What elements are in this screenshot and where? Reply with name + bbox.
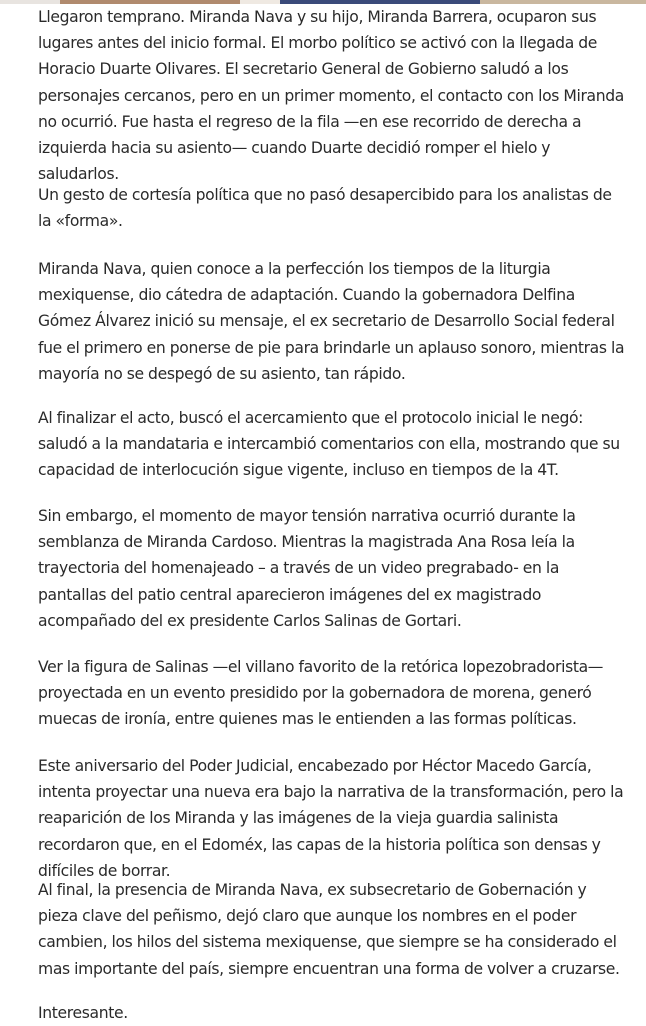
article-closing: Interesante. [38,1004,128,1022]
article-paragraph: Este aniversario del Poder Judicial, encabezado por Héctor Macedo García, intenta proyectar una nueva era bajo la narrativa de la transformación, pero la reaparición de los Miranda y las imágenes de la vieja guardia salinista recordaron que, en el Edoméx, las capas de la historia política son densas y difíciles de borrar. [38,757,624,880]
article-paragraph: Al final, la presencia de Miranda Nava, ex subsecretario de Gobernación y pieza clave del peñismo, dejó claro que aunque los nombres en el poder cambien, los hilos del sistema mexiquense, que siempre se ha considerado el mas importante del país, siempre encuentran una forma de volver a cruzarse. [38,881,620,978]
article-paragraph: Llegaron temprano. Miranda Nava y su hijo, Miranda Barrera, ocuparon sus lugares antes del inicio formal. El morbo político se activó con la llegada de Horacio Duarte Olivares. El secretario General de Gobierno saludó a los personajes cercanos, pero en un primer momento, el contacto con los Miranda no ocurrió. Fue hasta el regreso de la fila —en ese recorrido de derecha a izquierda hacia su asiento— cuando Duarte decidió romper el hielo y saludarlos. [38,8,625,184]
article-paragraph: Ver la figura de Salinas —el villano favorito de la retórica lopezobradorista— proyectada en un evento presidido por la gobernadora de morena, generó muecas de ironía, entre quienes mas le entienden a las formas políticas. [38,658,604,729]
article-paragraph: Un gesto de cortesía política que no pasó desapercibido para los analistas de la «forma». [38,186,612,231]
article-paragraph: Al finalizar el acto, buscó el acercamiento que el protocolo inicial le negó: saludó a la mandataria e intercambió comentarios con ella, mostrando que su capacidad de interlocución sigue vigente, incluso en tiempos de la 4T. [38,409,620,480]
article-paragraph: Sin embargo, el momento de mayor tensión narrativa ocurrió durante la semblanza de Miranda Cardoso. Mientras la magistrada Ana Rosa leía la trayectoria del homenajeado – a través de un video pregrabado- en la pantallas del patio central aparecieron imágenes del ex magistrado acompañado del ex presidente Carlos Salinas de Gortari. [38,507,576,630]
article-paragraph: Miranda Nava, quien conoce a la perfección los tiempos de la liturgia mexiquense, dio cátedra de adaptación. Cuando la gobernadora Delfina Gómez Álvarez inició su mensaje, el ex secretario de Desarrollo Social federal fue el primero en ponerse de pie para brindarle un aplauso sonoro, mientras la mayoría no se despegó de su asiento, tan rápido. [38,260,625,383]
